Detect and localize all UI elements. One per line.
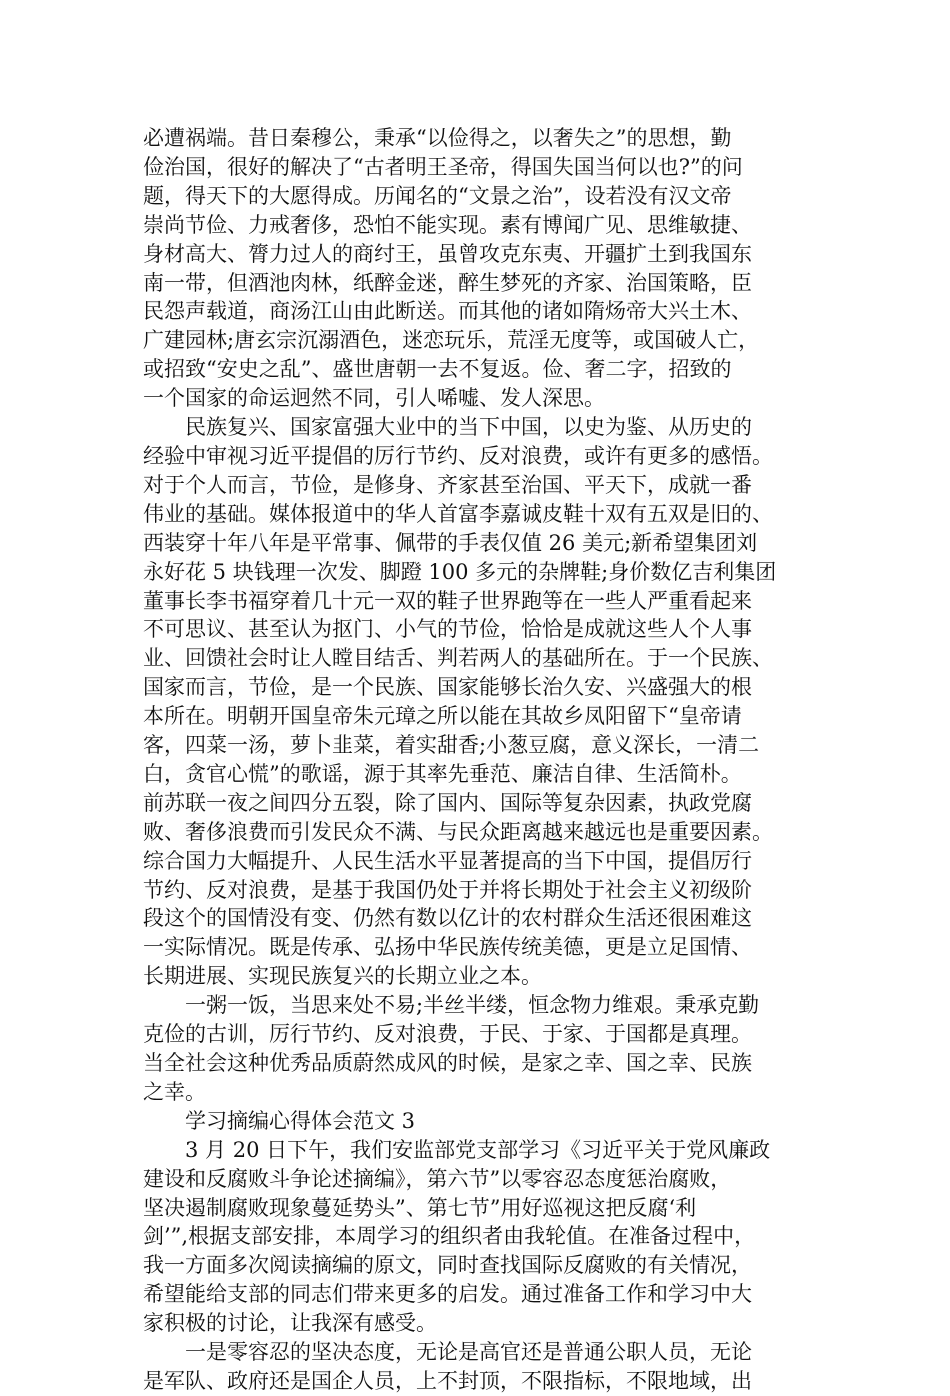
text-line: 当全社会这种优秀品质蔚然成风的时候，是家之幸、国之幸、民族	[143, 1051, 752, 1075]
text-line: 必遭祸端。昔日秦穆公，秉承“以俭得之，以奢失之”的思想，勤	[143, 126, 732, 150]
text-line: 广建园林;唐玄宗沉溺酒色，迷恋玩乐，荒淫无度等，或国破人亡，	[143, 328, 760, 353]
text-line: 客，四菜一汤，萝卜韭菜，着实甜香;小葱豆腐，意义深长，一清二	[143, 733, 760, 758]
text-line: 伟业的基础。媒体报道中的华人首富李嘉诚皮鞋十双有五双是旧的、	[143, 501, 773, 526]
text-line: 剑’”,根据支部安排，本周学习的组织者由我轮值。在准备过程中，	[143, 1224, 756, 1249]
text-line: 永好花 5 块钱理一次发、脚蹬 100 多元的杂牌鞋;身价数亿吉利集团	[143, 559, 777, 584]
text-line: 家积极的讨论，让我深有感受。	[143, 1311, 437, 1336]
text-line: 董事长李书福穿着几十元一双的鞋子世界跑等在一些人严重看起来	[143, 588, 752, 613]
text-line: 节约、反对浪费，是基于我国仍处于并将长期处于社会主义初级阶	[143, 877, 752, 902]
text-line: 希望能给支部的同志们带来更多的启发。通过准备工作和学习中大	[143, 1282, 752, 1307]
text-line: 民族复兴、国家富强大业中的当下中国，以史为鉴、从历史的	[185, 415, 752, 440]
text-line: 业、回馈社会时让人瞠目结舌、判若两人的基础所在。于一个民族、	[143, 646, 773, 671]
text-line: 对于个人而言，节俭，是修身、齐家甚至治国、平天下，成就一番	[143, 472, 752, 497]
text-line: 不可思议、甚至认为抠门、小气的节俭，恰恰是成就这些人个人事	[143, 617, 752, 642]
text-line: 本所在。明朝开国皇帝朱元璋之所以能在其故乡凤阳留下“皇帝请	[143, 704, 742, 729]
text-line: 之幸。	[143, 1079, 206, 1104]
text-line: 长期进展、实现民族复兴的长期立业之本。	[143, 964, 542, 989]
text-line: 经验中审视习近平提倡的厉行节约、反对浪费，或许有更多的感悟。	[143, 443, 773, 468]
text-line: 题，得天下的大愿得成。历闻名的“文景之治”，设若没有汉文帝	[143, 183, 732, 208]
text-line: 坚决遏制腐败现象蔓延势头”、第七节”用好巡视这把反腐‘利	[143, 1195, 697, 1220]
text-line: 崇尚节俭、力戒奢侈，恐怕不能实现。素有博闻广见、思维敏捷、	[143, 212, 752, 237]
text-line: 身材高大、膂力过人的商纣王，虽曾攻克东夷、开疆扩土到我国东	[143, 241, 752, 266]
text-line: 一粥一饭，当思来处不易;半丝半缕，恒念物力维艰。秉承克勤	[185, 993, 760, 1018]
text-line: 一个国家的命运迥然不同，引人唏嘘、发人深思。	[143, 386, 605, 411]
text-line: 3 月 20 日下午，我们安监部党支部学习《习近平关于党风廉政	[185, 1137, 771, 1162]
text-line: 是军队、政府还是国企人员，上不封顶，不限指标，不限地域，出	[143, 1368, 752, 1393]
text-line: 段这个的国情没有变、仍然有数以亿计的农村群众生活还很困难这	[143, 906, 752, 931]
text-line: 建设和反腐败斗争论述摘编》，第六节”以零容忍态度惩治腐败，	[143, 1166, 732, 1191]
text-line: 白，贪官心慌”的歌谣，源于其率先垂范、廉洁自律、生活简朴。	[143, 761, 742, 786]
text-line: 克俭的古训，厉行节约、反对浪费，于民、于家、于国都是真理。	[143, 1022, 752, 1047]
text-line: 一实际情况。既是传承、弘扬中华民族传统美德，更是立足国情、	[143, 935, 752, 960]
text-line: 南一带，但酒池肉林，纸醉金迷，醉生梦死的齐家、治国策略，臣	[143, 270, 752, 295]
text-line: 学习摘编心得体会范文 3	[185, 1108, 416, 1133]
text-line: 西装穿十年八年是平常事、佩带的手表仅值 26 美元;新希望集团刘	[143, 530, 758, 555]
text-line: 综合国力大幅提升、人民生活水平显著提高的当下中国，提倡厉行	[143, 848, 752, 873]
text-line: 前苏联一夜之间四分五裂，除了国内、国际等复杂因素，执政党腐	[143, 790, 752, 815]
text-line: 败、奢侈浪费而引发民众不满、与民众距离越来越远也是重要因素。	[143, 819, 773, 844]
text-line: 一是零容忍的坚决态度，无论是高官还是普通公职人员，无论	[185, 1340, 752, 1365]
text-line: 俭治国，很好的解决了“古者明王圣帝，得国失国当何以也?”的问	[143, 154, 743, 179]
text-line: 民怨声载道，商汤江山由此断送。而其他的诸如隋炀帝大兴土木、	[143, 299, 752, 324]
text-line: 我一方面多次阅读摘编的原文，同时查找国际反腐败的有关情况，	[143, 1253, 752, 1278]
text-line: 国家而言，节俭，是一个民族、国家能够长治久安、兴盛强大的根	[143, 675, 752, 700]
text-line: 或招致“安史之乱”、盛世唐朝一去不复返。俭、奢二字，招致的	[143, 357, 732, 382]
document-body	[143, 124, 811, 1396]
